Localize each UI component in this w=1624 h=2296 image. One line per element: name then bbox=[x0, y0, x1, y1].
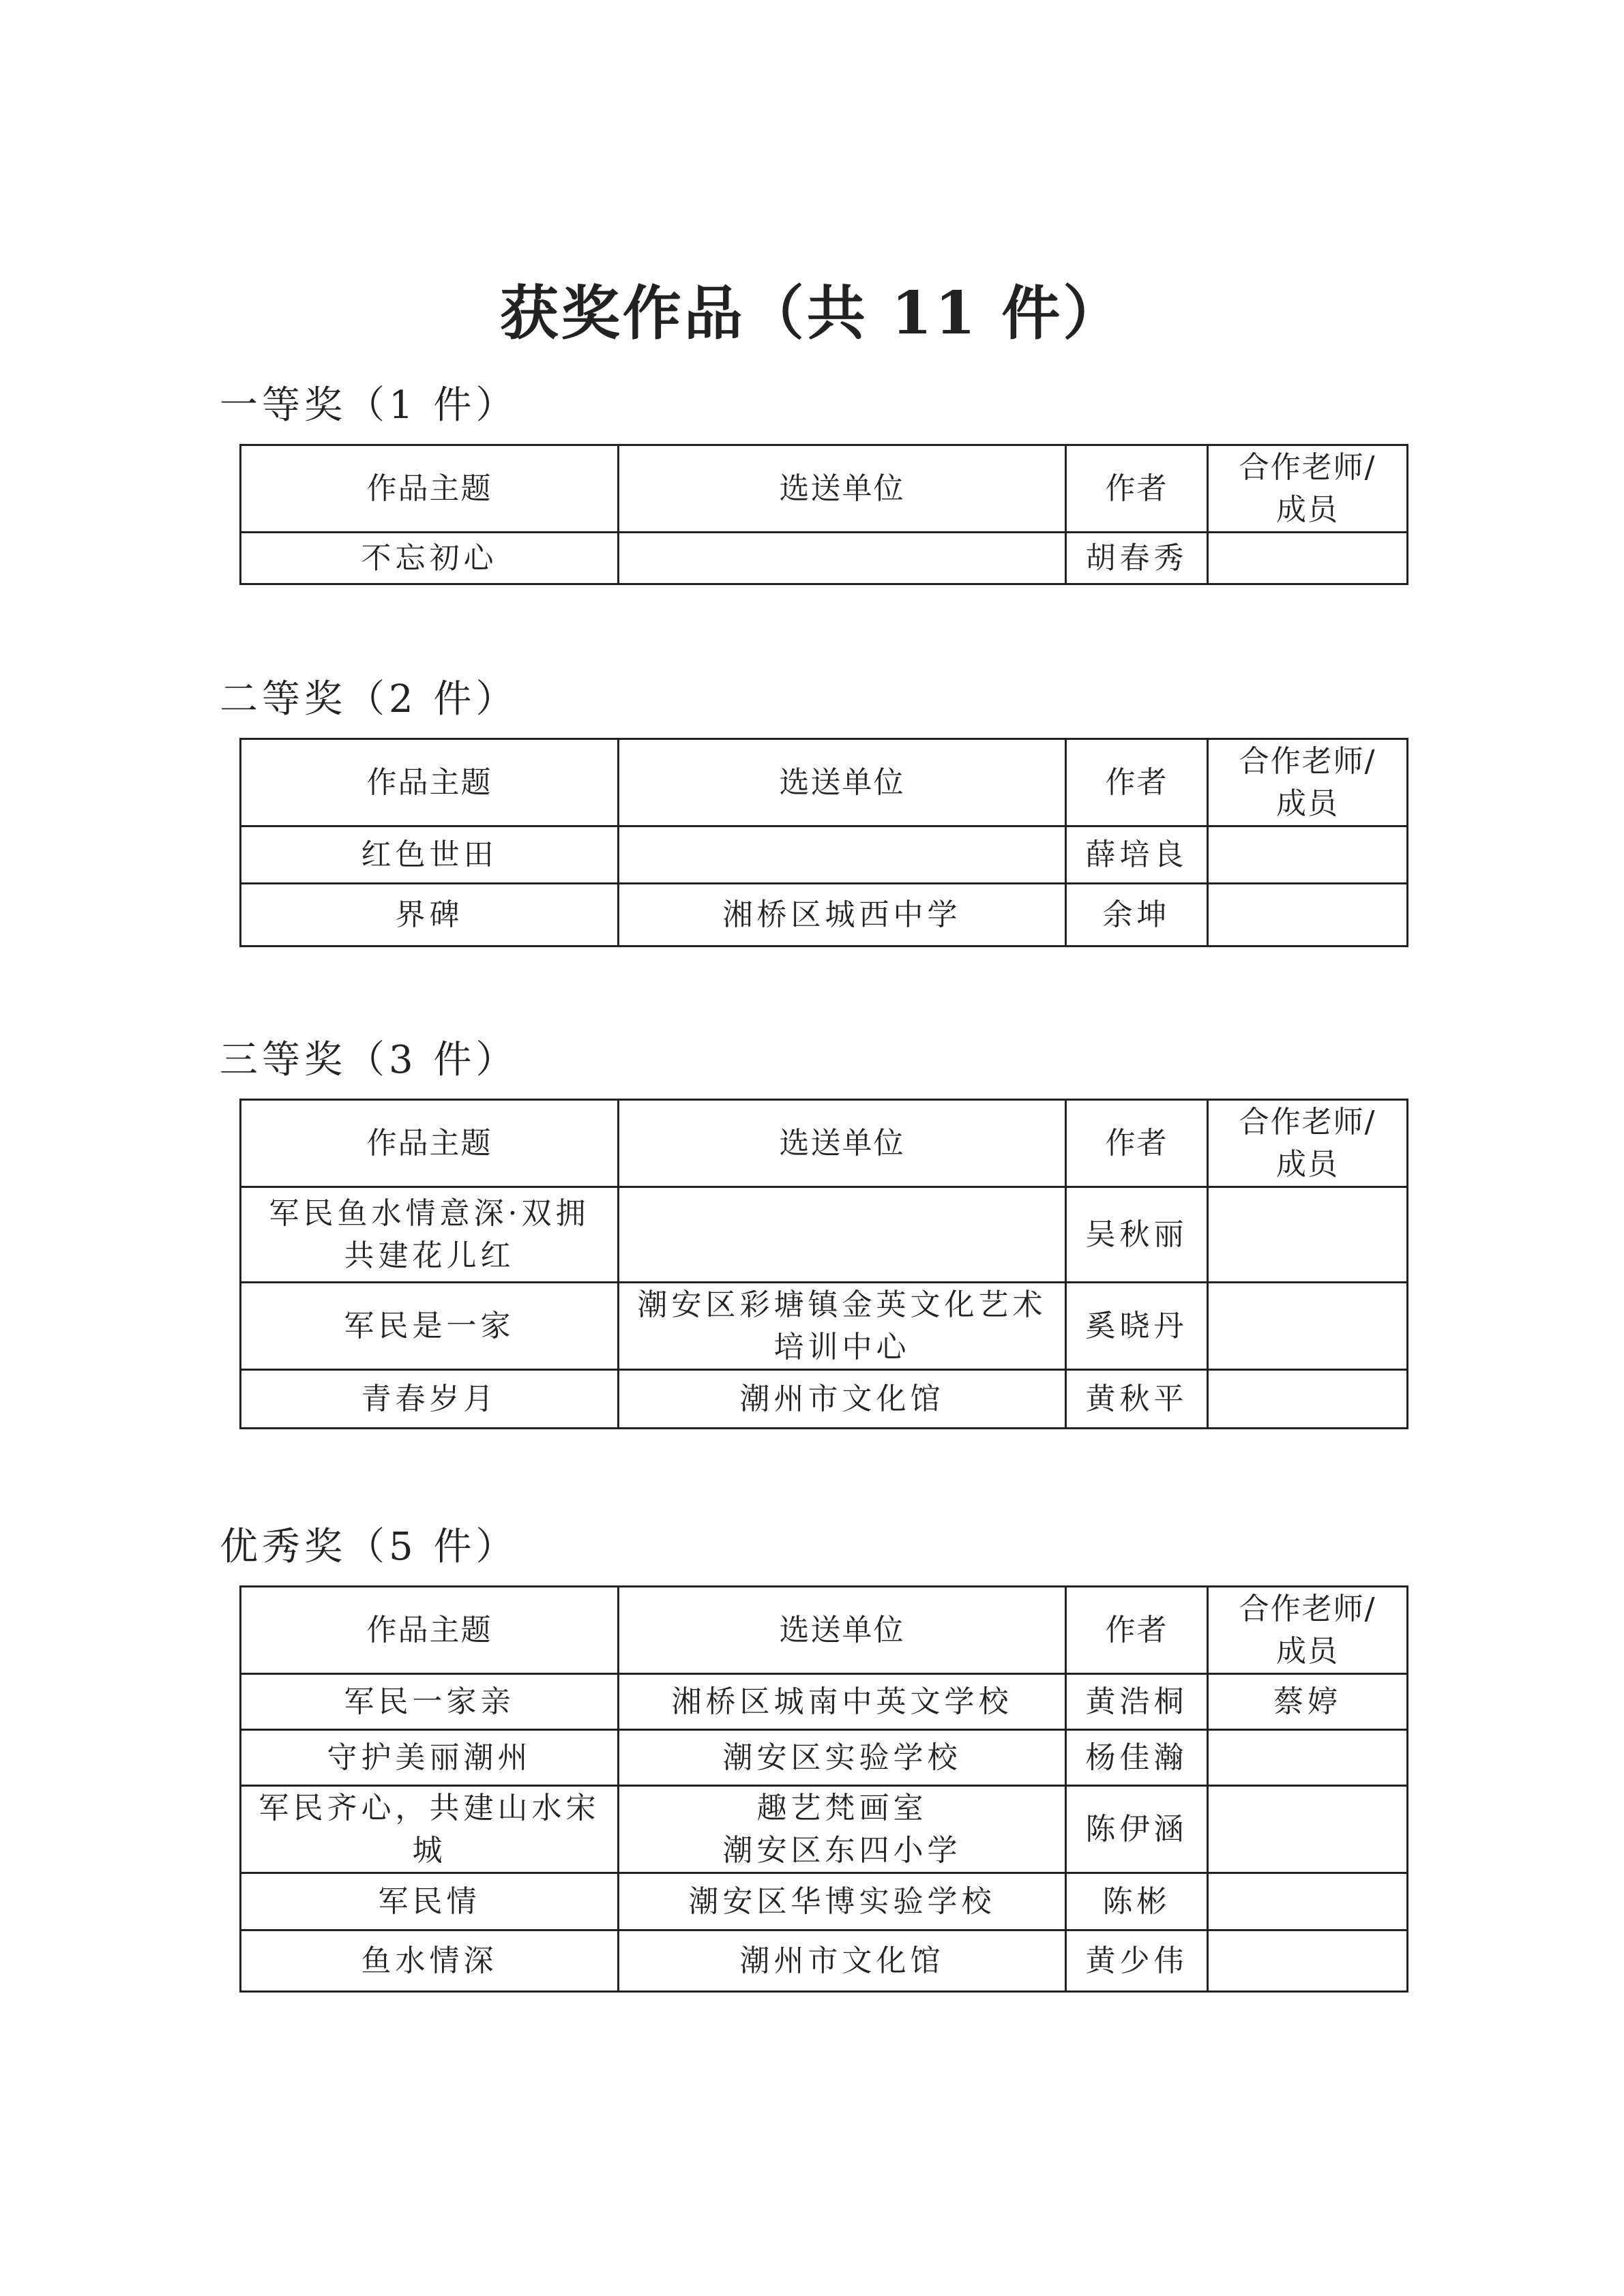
section-heading: 三等奖（3 件） bbox=[220, 1038, 518, 1082]
header-author: 作者 bbox=[1066, 739, 1208, 826]
cell-unit: 潮安区华博实验学校 bbox=[619, 1873, 1066, 1930]
table-row bbox=[241, 1730, 1408, 1786]
table-row bbox=[241, 1283, 1408, 1370]
cell-theme: 守护美丽潮州 bbox=[241, 1730, 619, 1786]
header-author: 作者 bbox=[1066, 1100, 1208, 1187]
cell-unit: 潮安区彩塘镇金英文化艺术 培训中心 bbox=[619, 1283, 1066, 1370]
table-header-row bbox=[241, 739, 1408, 826]
cell-theme: 鱼水情深 bbox=[241, 1930, 619, 1992]
table-row bbox=[241, 1674, 1408, 1730]
award-table bbox=[239, 444, 1408, 585]
header-collab: 合作老师/ 成员 bbox=[1208, 445, 1408, 533]
cell-theme: 青春岁月 bbox=[241, 1370, 619, 1429]
header-collab: 合作老师/ 成员 bbox=[1208, 1587, 1408, 1674]
header-collab: 合作老师/ 成员 bbox=[1208, 739, 1408, 826]
cell-unit bbox=[619, 1187, 1066, 1283]
section-heading: 二等奖（2 件） bbox=[220, 677, 518, 721]
cell-author: 黄少伟 bbox=[1066, 1930, 1208, 1992]
cell-theme: 红色世田 bbox=[241, 826, 619, 884]
cell-author: 杨佳瀚 bbox=[1066, 1730, 1208, 1786]
cell-unit: 潮安区实验学校 bbox=[619, 1730, 1066, 1786]
cell-collab bbox=[1208, 1283, 1408, 1370]
table-header-row bbox=[241, 445, 1408, 533]
table-row bbox=[241, 1370, 1408, 1429]
header-unit: 选送单位 bbox=[619, 739, 1066, 826]
section-heading: 优秀奖（5 件） bbox=[220, 1525, 518, 1569]
cell-author: 余坤 bbox=[1066, 884, 1208, 946]
cell-collab: 蔡婷 bbox=[1208, 1674, 1408, 1730]
header-theme: 作品主题 bbox=[241, 445, 619, 533]
cell-theme: 军民是一家 bbox=[241, 1283, 619, 1370]
cell-collab bbox=[1208, 1370, 1408, 1429]
cell-theme: 不忘初心 bbox=[241, 533, 619, 584]
cell-author: 黄浩桐 bbox=[1066, 1674, 1208, 1730]
header-author: 作者 bbox=[1066, 445, 1208, 533]
cell-collab bbox=[1208, 533, 1408, 584]
table-row bbox=[241, 1786, 1408, 1873]
table-header-row bbox=[241, 1100, 1408, 1187]
cell-unit: 潮州市文化馆 bbox=[619, 1370, 1066, 1429]
table-header-row bbox=[241, 1587, 1408, 1674]
table-row bbox=[241, 1873, 1408, 1930]
table-row bbox=[241, 533, 1408, 584]
cell-author: 黄秋平 bbox=[1066, 1370, 1208, 1429]
cell-collab bbox=[1208, 826, 1408, 884]
table-row bbox=[241, 826, 1408, 884]
award-table bbox=[239, 1099, 1408, 1429]
header-author: 作者 bbox=[1066, 1587, 1208, 1674]
header-theme: 作品主题 bbox=[241, 1100, 619, 1187]
cell-collab bbox=[1208, 1873, 1408, 1930]
cell-theme: 军民齐心，共建山水宋 城 bbox=[241, 1786, 619, 1873]
cell-theme: 军民鱼水情意深·双拥 共建花儿红 bbox=[241, 1187, 619, 1283]
cell-unit: 湘桥区城西中学 bbox=[619, 884, 1066, 946]
header-theme: 作品主题 bbox=[241, 1587, 619, 1674]
cell-unit: 趣艺梵画室 潮安区东四小学 bbox=[619, 1786, 1066, 1873]
table-row bbox=[241, 1187, 1408, 1283]
cell-author: 陈伊涵 bbox=[1066, 1786, 1208, 1873]
cell-collab bbox=[1208, 884, 1408, 946]
cell-collab bbox=[1208, 1187, 1408, 1283]
table-row bbox=[241, 884, 1408, 946]
cell-theme: 界碑 bbox=[241, 884, 619, 946]
cell-unit bbox=[619, 826, 1066, 884]
table-row bbox=[241, 1930, 1408, 1992]
page-title: 获奖作品（共 11 件） bbox=[499, 279, 1125, 348]
cell-collab bbox=[1208, 1930, 1408, 1992]
section-heading: 一等奖（1 件） bbox=[220, 383, 518, 428]
header-collab: 合作老师/ 成员 bbox=[1208, 1100, 1408, 1187]
cell-author: 陈彬 bbox=[1066, 1873, 1208, 1930]
header-unit: 选送单位 bbox=[619, 1587, 1066, 1674]
cell-author: 胡春秀 bbox=[1066, 533, 1208, 584]
cell-unit: 湘桥区城南中英文学校 bbox=[619, 1674, 1066, 1730]
cell-unit bbox=[619, 533, 1066, 584]
cell-author: 吴秋丽 bbox=[1066, 1187, 1208, 1283]
cell-theme: 军民一家亲 bbox=[241, 1674, 619, 1730]
header-theme: 作品主题 bbox=[241, 739, 619, 826]
cell-collab bbox=[1208, 1786, 1408, 1873]
award-table bbox=[239, 1585, 1408, 1993]
cell-author: 薛培良 bbox=[1066, 826, 1208, 884]
header-unit: 选送单位 bbox=[619, 1100, 1066, 1187]
award-table bbox=[239, 738, 1408, 947]
cell-theme: 军民情 bbox=[241, 1873, 619, 1930]
cell-unit: 潮州市文化馆 bbox=[619, 1930, 1066, 1992]
cell-author: 奚晓丹 bbox=[1066, 1283, 1208, 1370]
cell-collab bbox=[1208, 1730, 1408, 1786]
header-unit: 选送单位 bbox=[619, 445, 1066, 533]
